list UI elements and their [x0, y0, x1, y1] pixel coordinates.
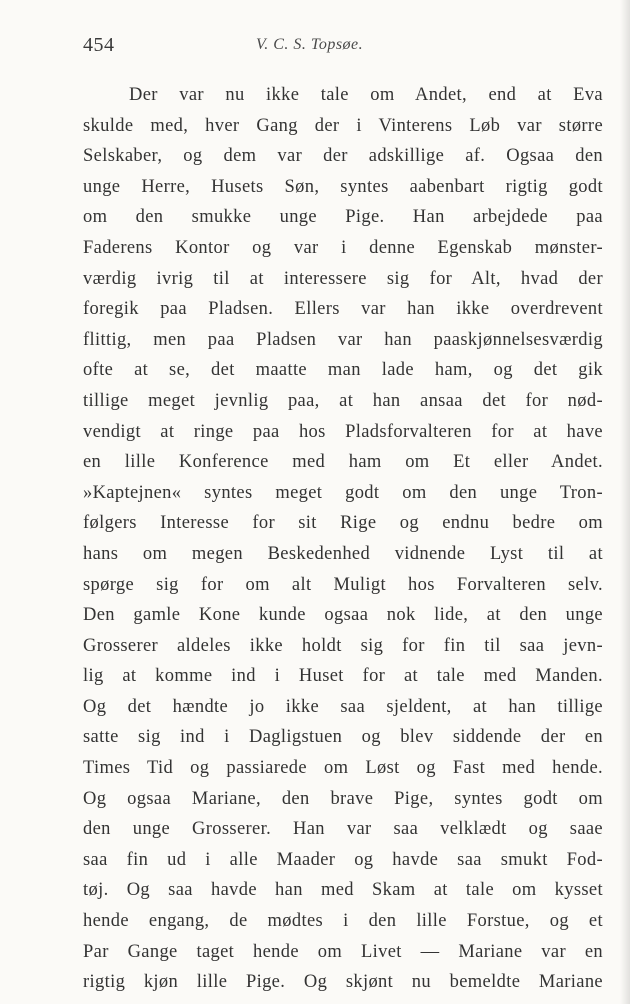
text-line: Og ogsaa Mariane, den brave Pige, syntes godt om — [83, 788, 603, 809]
text-line: Der var nu ikke tale om Andet, end at Eva — [129, 85, 603, 105]
text-line: værdig ivrig til at interessere sig for Alt, hvad der — [83, 268, 603, 289]
text-line: saa fin ud i alle Maader og havde saa smukt Fod- — [83, 849, 603, 870]
text-line: følgers Interesse for sit Rige og endnu bedre om — [83, 513, 603, 534]
text-line: Den gamle Kone kunde ogsaa nok lide, at den unge — [83, 605, 603, 626]
text-line: Par Gange taget hende om Livet — Mariane var en — [83, 941, 603, 962]
text-line: en lille Konference med ham om Et eller Andet. — [83, 452, 603, 473]
text-line: spørge sig for om alt Muligt hos Forvalteren selv. — [83, 574, 603, 595]
text-line: den unge Grosserer. Han var saa velklædt og saae — [83, 819, 603, 840]
text-line: tillige meget jevnlig paa, at han ansaa det for nød- — [83, 390, 603, 411]
text-line: Faderens Kontor og var i denne Egenskab mønster- — [83, 237, 603, 258]
text-line: Selskaber, og dem var der adskillige af. Ogsaa den — [83, 146, 603, 167]
text-line: foregik paa Pladsen. Ellers var han ikke overdrevent — [83, 299, 603, 320]
text-line: »Kaptejnen« syntes meget godt om den unge Tron- — [83, 482, 603, 503]
text-line: satte sig ind i Dagligstuen og blev siddende der en — [83, 727, 603, 748]
text-line: hans om megen Beskedenhed vidnende Lyst til at — [83, 543, 603, 564]
text-line: Times Tid og passiarede om Løst og Fast med hende. — [83, 758, 603, 779]
page-edge-shadow — [620, 0, 630, 1004]
text-line: Grosserer aldeles ikke holdt sig for fin til saa jevn- — [83, 635, 603, 656]
text-line: ofte at se, det maatte man lade ham, og det gik — [83, 360, 603, 381]
text-line: vendigt at ringe paa hos Pladsforvalteren for at have — [83, 421, 603, 442]
text-line: lig at komme ind i Huset for at tale med Manden. — [83, 666, 603, 687]
text-line: rigtig kjøn lille Pige. Og skjønt nu bemeldte Mariane — [83, 972, 603, 993]
page-number: 454 — [83, 34, 115, 56]
text-line: hende engang, de mødtes i den lille Forstue, og et — [83, 911, 603, 932]
page-header — [83, 34, 603, 60]
text-line: om den smukke unge Pige. Han arbejdede paa — [83, 207, 603, 228]
text-line: flittig, men paa Pladsen var han paaskjønnelsesværdig — [83, 329, 603, 350]
running-head: V. C. S. Topsøe. — [256, 36, 364, 53]
text-line: tøj. Og saa havde han med Skam at tale om kysset — [83, 880, 603, 901]
text-line: skulde med, hver Gang der i Vinterens Løb var større — [83, 115, 603, 136]
text-line: unge Herre, Husets Søn, syntes aabenbart rigtig godt — [83, 176, 603, 197]
body-text — [83, 80, 603, 998]
text-line: Og det hændte jo ikke saa sjeldent, at han tillige — [83, 696, 603, 717]
